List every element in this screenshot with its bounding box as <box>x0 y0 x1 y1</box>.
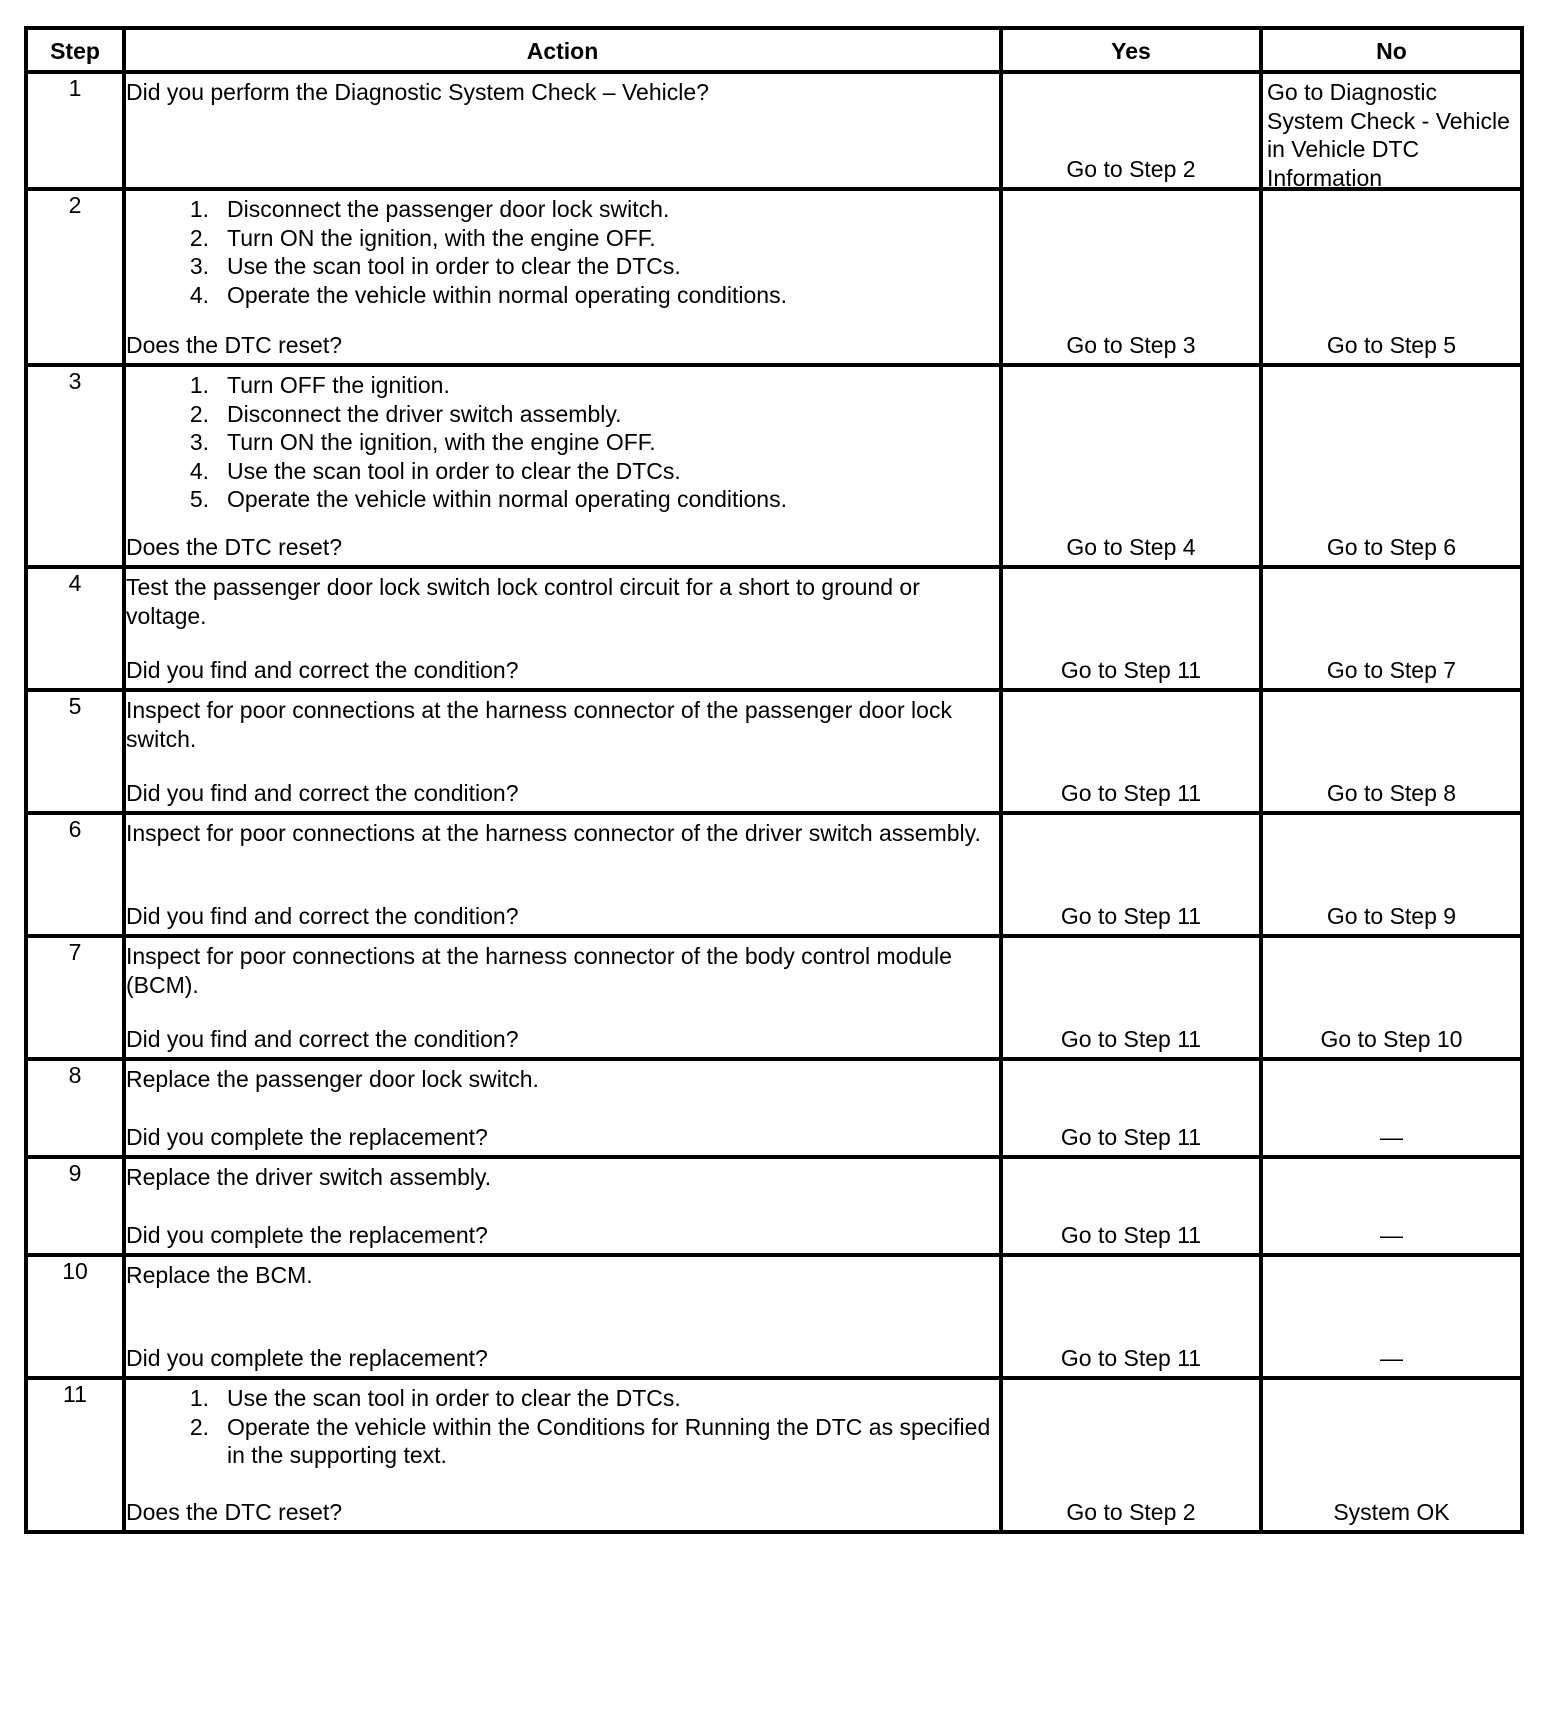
yes-cell <box>1001 936 1261 1059</box>
action-content <box>126 1380 999 1530</box>
action-content <box>126 569 999 688</box>
action-instructions <box>126 371 999 514</box>
action-steps-list <box>126 195 999 309</box>
action-instructions <box>126 1384 999 1470</box>
list-item <box>126 457 999 486</box>
no-outcome: — <box>1380 1124 1403 1151</box>
list-item <box>126 371 999 400</box>
action-intro: Inspect for poor connections at the harness connector of the driver switch assembly. <box>126 820 981 846</box>
table-row <box>26 365 1522 567</box>
diagnostic-table <box>24 26 1524 1534</box>
list-item-text: Disconnect the passenger door lock switch. <box>227 196 670 222</box>
list-item-number: 2. <box>189 1413 209 1440</box>
list-item-number: 1. <box>189 1385 209 1411</box>
list-item-number: 5. <box>189 486 209 513</box>
list-item <box>126 281 999 310</box>
list-item <box>126 224 999 253</box>
table-row <box>26 1157 1522 1255</box>
step-number: 4 <box>26 567 124 690</box>
no-outcome: System OK <box>1333 1499 1450 1526</box>
action-cell <box>124 72 1001 189</box>
list-item-text: Use the scan tool in order to clear the DTCs. <box>227 1385 681 1411</box>
action-cell <box>124 1157 1001 1255</box>
action-intro: Replace the driver switch assembly. <box>126 1164 492 1190</box>
step-number: 2 <box>26 189 124 365</box>
action-question: Does the DTC reset? <box>126 1499 343 1526</box>
action-question: Did you find and correct the condition? <box>126 780 519 807</box>
step-number: 5 <box>26 690 124 813</box>
yes-outcome: Go to Step 11 <box>1060 903 1202 930</box>
no-cell <box>1261 1059 1522 1157</box>
no-cell <box>1261 1255 1522 1378</box>
list-item-text: Operate the vehicle within the Conditions for Running the DTC as specified in the supporting text. <box>227 1413 991 1469</box>
header-step: Step <box>26 28 124 72</box>
no-outcome: — <box>1380 1345 1403 1372</box>
list-item <box>126 400 999 429</box>
no-cell <box>1261 567 1522 690</box>
no-outcome: Go to Step 9 <box>1326 903 1457 930</box>
list-item-number: 3. <box>189 253 209 280</box>
no-outcome: Go to Diagnostic System Check - Vehicle in Vehicle DTC Information <box>1267 79 1510 191</box>
action-cell <box>124 1059 1001 1157</box>
yes-outcome: Go to Step 2 <box>1066 156 1196 183</box>
table-row <box>26 1378 1522 1532</box>
action-content <box>126 938 999 1057</box>
action-question: Did you complete the replacement? <box>126 1222 488 1249</box>
action-intro: Test the passenger door lock switch lock control circuit for a short to ground or voltage. <box>126 574 920 629</box>
yes-outcome: Go to Step 4 <box>1066 534 1196 561</box>
list-item <box>126 485 999 514</box>
table-row <box>26 72 1522 189</box>
list-item <box>126 195 999 224</box>
list-item <box>126 1384 999 1413</box>
no-cell <box>1261 813 1522 936</box>
step-number: 8 <box>26 1059 124 1157</box>
action-cell <box>124 567 1001 690</box>
list-item <box>126 1413 999 1470</box>
no-cell <box>1261 690 1522 813</box>
table-row <box>26 1255 1522 1378</box>
list-item-text: Turn ON the ignition, with the engine OFF. <box>227 224 656 251</box>
no-cell <box>1261 72 1522 189</box>
action-question: Does the DTC reset? <box>126 332 343 359</box>
action-intro: Did you perform the Diagnostic System Check – Vehicle? <box>126 79 709 105</box>
action-cell <box>124 189 1001 365</box>
action-question: Did you complete the replacement? <box>126 1345 488 1372</box>
action-instructions <box>126 1163 999 1192</box>
step-number: 6 <box>26 813 124 936</box>
action-content <box>126 1257 999 1376</box>
action-content <box>126 74 999 187</box>
header-no: No <box>1261 28 1522 72</box>
no-outcome: Go to Step 7 <box>1326 657 1457 684</box>
no-cell <box>1261 1378 1522 1532</box>
list-item-text: Disconnect the driver switch assembly. <box>227 400 622 427</box>
yes-cell <box>1001 1255 1261 1378</box>
table-row <box>26 813 1522 936</box>
action-intro: Replace the BCM. <box>126 1262 313 1288</box>
table-row <box>26 567 1522 690</box>
table-row <box>26 189 1522 365</box>
yes-outcome: Go to Step 3 <box>1066 332 1196 359</box>
list-item-number: 1. <box>189 372 209 398</box>
action-content <box>126 815 999 934</box>
yes-cell <box>1001 365 1261 567</box>
action-instructions <box>126 696 999 753</box>
list-item <box>126 428 999 457</box>
header-row <box>26 28 1522 72</box>
list-item-number: 4. <box>189 281 209 308</box>
no-cell <box>1261 189 1522 365</box>
list-item-text: Operate the vehicle within normal operating conditions. <box>227 281 787 308</box>
list-item-number: 3. <box>189 429 209 456</box>
no-outcome: Go to Step 10 <box>1320 1026 1463 1053</box>
no-outcome: Go to Step 5 <box>1326 332 1457 359</box>
action-content <box>126 1061 999 1155</box>
table-row <box>26 690 1522 813</box>
action-content <box>126 367 999 565</box>
yes-cell <box>1001 1157 1261 1255</box>
list-item-text: Operate the vehicle within normal operating conditions. <box>227 486 787 513</box>
action-instructions <box>126 1261 999 1290</box>
yes-outcome: Go to Step 11 <box>1060 780 1202 807</box>
list-item <box>126 252 999 281</box>
yes-cell <box>1001 690 1261 813</box>
table-body <box>26 72 1522 1532</box>
action-cell <box>124 690 1001 813</box>
list-item-number: 2. <box>189 400 209 427</box>
action-instructions <box>126 573 999 630</box>
yes-cell <box>1001 1378 1261 1532</box>
action-cell <box>124 1255 1001 1378</box>
no-cell <box>1261 936 1522 1059</box>
list-item-number: 4. <box>189 457 209 484</box>
list-item-text: Turn ON the ignition, with the engine OFF. <box>227 429 656 456</box>
header-yes: Yes <box>1001 28 1261 72</box>
no-cell <box>1261 1157 1522 1255</box>
yes-cell <box>1001 567 1261 690</box>
table-row <box>26 936 1522 1059</box>
action-instructions <box>126 78 999 107</box>
action-cell <box>124 936 1001 1059</box>
yes-outcome: Go to Step 2 <box>1066 1499 1196 1526</box>
header-action: Action <box>124 28 1001 72</box>
action-instructions <box>126 1065 999 1094</box>
action-question: Did you complete the replacement? <box>126 1124 488 1151</box>
yes-cell <box>1001 189 1261 365</box>
yes-outcome: Go to Step 11 <box>1060 1026 1202 1053</box>
yes-cell <box>1001 1059 1261 1157</box>
action-content <box>126 191 999 363</box>
action-question: Did you find and correct the condition? <box>126 1026 519 1053</box>
action-question: Did you find and correct the condition? <box>126 657 519 684</box>
action-content <box>126 692 999 811</box>
no-cell <box>1261 365 1522 567</box>
yes-outcome: Go to Step 11 <box>1060 657 1202 684</box>
action-intro: Inspect for poor connections at the harness connector of the body control module (BCM). <box>126 943 952 998</box>
yes-outcome: Go to Step 11 <box>1060 1345 1202 1372</box>
yes-cell <box>1001 813 1261 936</box>
step-number: 10 <box>26 1255 124 1378</box>
list-item-number: 1. <box>189 196 209 222</box>
action-question: Does the DTC reset? <box>126 534 343 561</box>
action-intro: Replace the passenger door lock switch. <box>126 1066 539 1092</box>
list-item-text: Use the scan tool in order to clear the DTCs. <box>227 457 681 484</box>
action-steps-list <box>126 1384 999 1470</box>
action-instructions <box>126 195 999 309</box>
action-instructions <box>126 819 999 848</box>
action-cell <box>124 1378 1001 1532</box>
table-row <box>26 1059 1522 1157</box>
action-question: Did you find and correct the condition? <box>126 903 519 930</box>
action-instructions <box>126 942 999 999</box>
step-number: 9 <box>26 1157 124 1255</box>
step-number: 1 <box>26 72 124 189</box>
action-cell <box>124 813 1001 936</box>
yes-outcome: Go to Step 11 <box>1060 1222 1202 1249</box>
action-intro: Inspect for poor connections at the harness connector of the passenger door lock switch. <box>126 697 952 752</box>
step-number: 3 <box>26 365 124 567</box>
no-outcome: — <box>1380 1222 1403 1249</box>
yes-cell <box>1001 72 1261 189</box>
step-number: 7 <box>26 936 124 1059</box>
no-outcome: Go to Step 6 <box>1326 534 1457 561</box>
list-item-text: Turn OFF the ignition. <box>227 372 450 398</box>
step-number: 11 <box>26 1378 124 1532</box>
list-item-text: Use the scan tool in order to clear the DTCs. <box>227 253 681 280</box>
action-content <box>126 1159 999 1253</box>
yes-outcome: Go to Step 11 <box>1060 1124 1202 1151</box>
no-outcome: Go to Step 8 <box>1326 780 1457 807</box>
list-item-number: 2. <box>189 224 209 251</box>
action-steps-list <box>126 371 999 514</box>
action-cell <box>124 365 1001 567</box>
